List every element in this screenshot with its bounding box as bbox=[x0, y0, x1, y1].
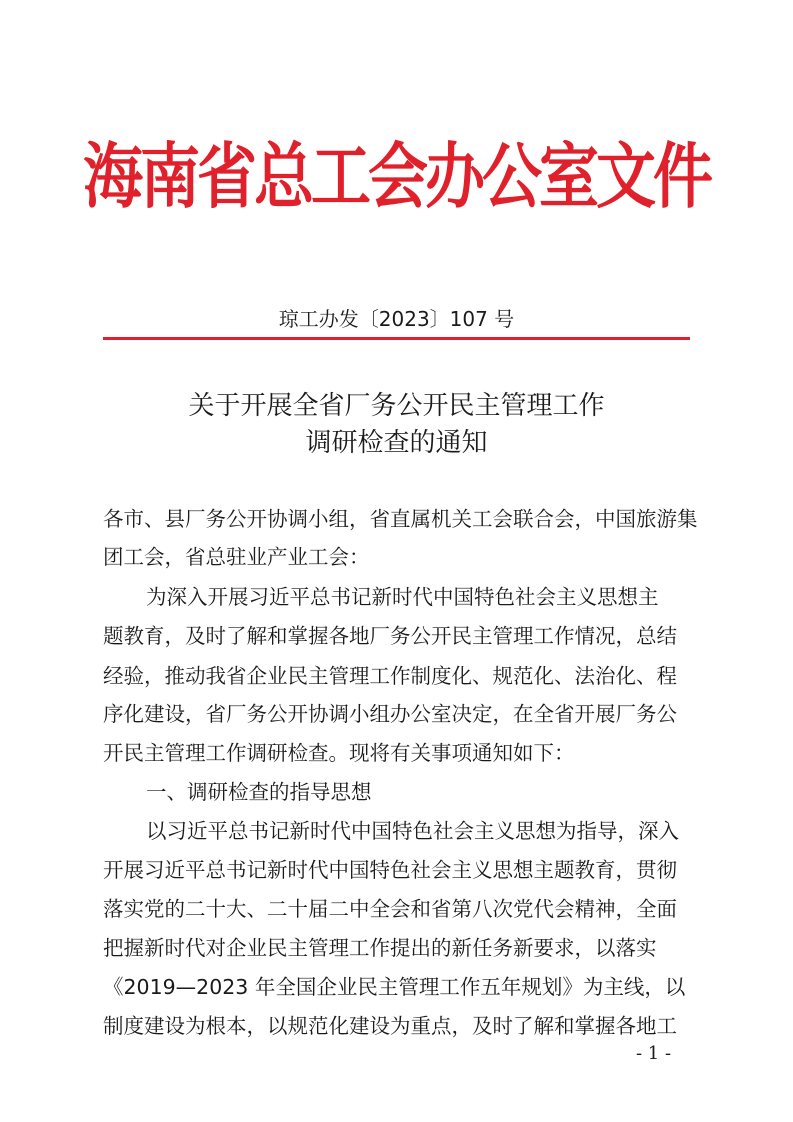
document-number: 琼工办发〔2023〕107 号 bbox=[278, 307, 515, 331]
document-masthead: 海南省总工会办公室文件 bbox=[83, 136, 710, 219]
body-line: 开民主管理工作调研检查。现将有关事项通知如下： bbox=[103, 741, 575, 765]
body-line-paragraph-1-start: 为深入开展习近平总书记新时代中国特色社会主义思想主 bbox=[146, 585, 659, 609]
body-line: 经验，推动我省企业民主管理工作制度化、规范化、法治化、程 bbox=[103, 664, 677, 688]
document-title-line-1: 关于开展全省厂务公开民主管理工作 bbox=[188, 391, 605, 421]
body-line-addressee-2: 团工会，省总驻业产业工会： bbox=[103, 545, 370, 569]
body-line: 把握新时代对企业民主管理工作提出的新任务新要求，以落实 bbox=[103, 936, 657, 960]
body-line-addressee-1: 各市、县厂务公开协调小组，省直属机关工会联合会，中国旅游集 bbox=[103, 507, 698, 531]
red-separator-rule bbox=[103, 337, 690, 340]
section-heading-guiding-thought: 一、调研检查的指导思想 bbox=[146, 780, 372, 804]
page-number: - 1 - bbox=[636, 1043, 672, 1064]
document-title-line-2: 调研检查的通知 bbox=[305, 428, 488, 458]
body-line: 开展习近平总书记新时代中国特色社会主义思想主题教育，贯彻 bbox=[103, 858, 677, 882]
body-line: 《2019—2023 年全国企业民主管理工作五年规划》为主线，以 bbox=[103, 975, 686, 999]
body-line: 题教育，及时了解和掌握各地厂务公开民主管理工作情况，总结 bbox=[103, 624, 677, 648]
body-line: 序化建设，省厂务公开协调小组办公室决定，在全省开展厂务公 bbox=[103, 702, 677, 726]
body-line: 落实党的二十大、二十届二中全会和省第八次党代会精神，全面 bbox=[103, 897, 677, 921]
body-line: 制度建设为根本，以规范化建设为重点，及时了解和掌握各地工 bbox=[103, 1014, 677, 1038]
body-line-paragraph-2-start: 以习近平总书记新时代中国特色社会主义思想为指导，深入 bbox=[146, 819, 679, 843]
